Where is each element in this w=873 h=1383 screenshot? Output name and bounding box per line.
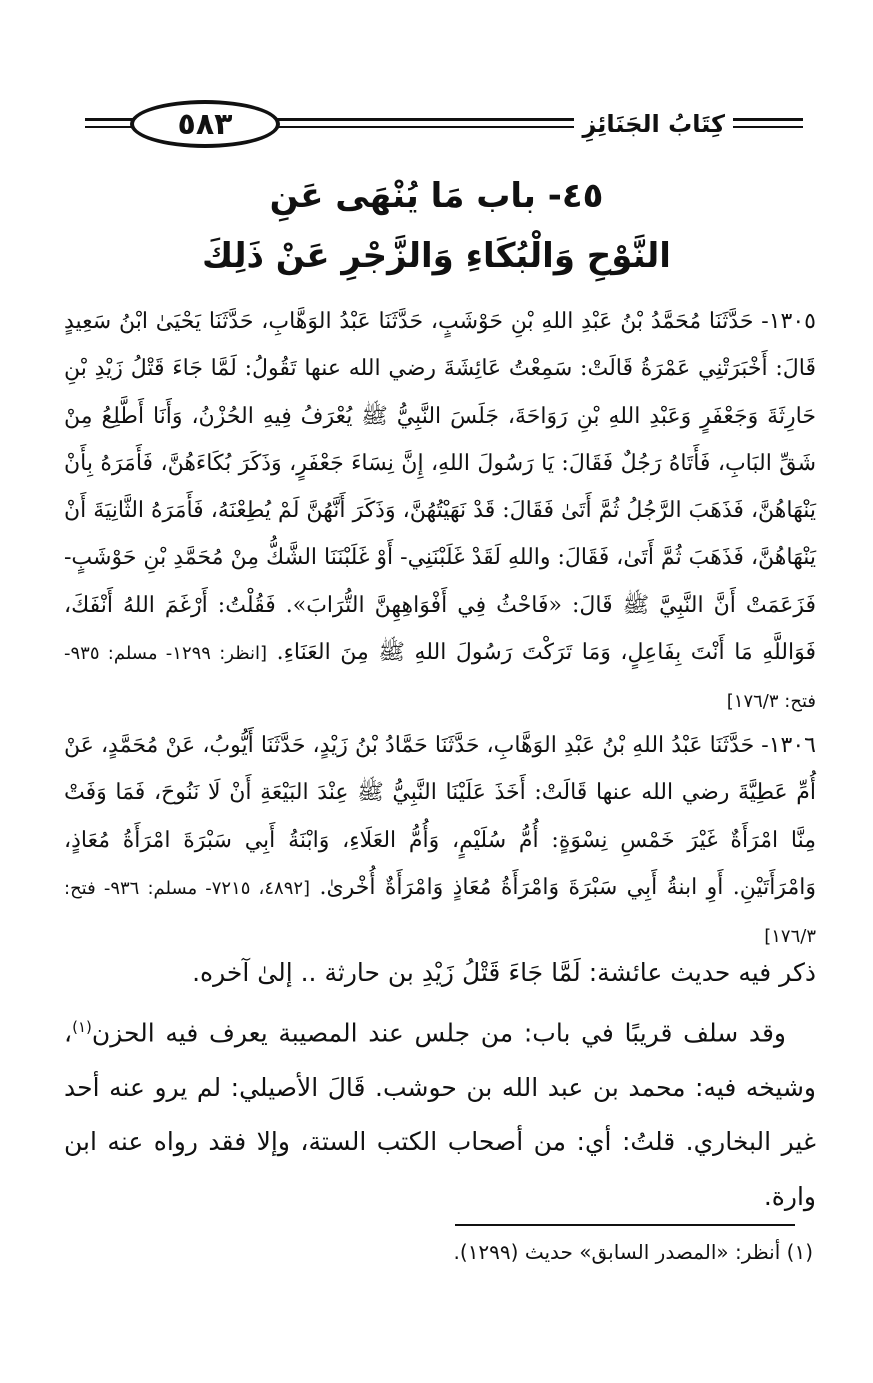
hadith-reference: [انظر: ١٢٩٩- مسلم: ٩٣٥- فتح: ١٧٦/٣] — [64, 643, 816, 713]
book-title: كِتَابُ الجَنَائِزِ — [574, 110, 733, 138]
page-header — [85, 92, 803, 162]
page-number: ٥٨٣ — [177, 106, 233, 142]
hadith-1305 — [64, 298, 816, 726]
hadith-text: ١٣٠٦- حَدَّثَنَا عَبْدُ اللهِ بْنُ عَبْدِ الوَهَّابِ، حَدَّثَنَا حَمَّادُ بْنُ زَيْدٍ، حَدَّثَنَا أَيُّوبُ، عَنْ مُحَمَّدٍ، عَنْ أُمِّ عَطِيَّةَ رضي الله عنها قَالَتْ: أَخَذَ عَلَيْنَا النَّبِيُّ ﷺ عِنْدَ البَيْعَةِ أَنْ لَا نَنُوحَ، فَمَا وَفَتْ مِنَّا امْرَأَةٌ غَيْرَ خَمْسِ نِسْوَةٍ: أُمُّ سُلَيْمٍ، وَأُمُّ العَلَاءِ، وَابْنَةُ أَبِي سَبْرَةَ امْرَأَةُ مُعَاذٍ، وَامْرَأَتَيْنِ. أَوِ ابنةُ أَبِي سَبْرَةَ وَامْرَأَةُ مُعَاذٍ وَامْرَأَةٌ أُخْرىٰ. — [64, 733, 817, 900]
commentary-text: وقد سلف قريبًا في باب: من جلس عند المصيبة يعرف فيه الحزن — [91, 1018, 786, 1048]
footnote: (١) أنظر: «المصدر السابق» حديث (١٢٩٩). — [453, 1240, 813, 1264]
hadith-reference: [٤٨٩٢، ٧٢١٥- مسلم: ٩٣٦- فتح: ١٧٦/٣] — [64, 877, 816, 948]
header-rule-left-top — [85, 118, 133, 121]
page-number-badge — [130, 100, 280, 148]
chapter-title-line2: النَّوْحِ وَالْبُكَاءِ وَالزَّجْرِ عَنْ ذَلِكَ — [202, 236, 671, 276]
footnote-divider — [455, 1224, 795, 1226]
commentary-paragraph-1: ذكر فيه حديث عائشة: لَمَّا جَاءَ قَتْلُ زَيْدِ بن حارثة .. إلىٰ آخره. — [192, 958, 816, 987]
commentary-paragraph-2 — [64, 1000, 816, 1224]
footnote-marker: (١) — [72, 1018, 92, 1036]
chapter-title-line1: ٤٥- باب مَا يُنْهَى عَنِ — [269, 176, 604, 216]
header-rule-left-bottom — [85, 126, 133, 128]
hadith-1306 — [64, 722, 816, 960]
hadith-text: ١٣٠٥- حَدَّثَنَا مُحَمَّدُ بْنُ عَبْدِ اللهِ بْنِ حَوْشَبٍ، حَدَّثَنَا عَبْدُ الوَهَّابِ، حَدَّثَنَا يَحْيَىٰ ابْنُ سَعِيدٍ قَالَ: أَخْبَرَتْنِي عَمْرَةُ قَالَتْ: سَمِعْتُ عَائِشَةَ رضي الله عنها تَقُولُ: لَمَّا جَاءَ قَتْلُ زَيْدِ بْنِ حَارِثَةَ وَجَعْفَرٍ وَعَبْدِ اللهِ بْنِ رَوَاحَةَ، جَلَسَ النَّبِيُّ ﷺ يُعْرَفُ فِيهِ الحُزْنُ، وَأَنَا أَطَّلِعُ مِنْ شَقِّ البَابِ، فَأَتَاهُ رَجُلٌ فَقَالَ: يَا رَسُولَ اللهِ، إِنَّ نِسَاءَ جَعْفَرٍ، وَذَكَرَ بُكَاءَهُنَّ، فَأَمَرَهُ بِأَنْ يَنْهَاهُنَّ، فَذَهَبَ الرَّجُلُ ثُمَّ أَتَىٰ فَقَالَ: قَدْ نَهَيْتُهُنَّ، وَذَكَرَ أَنَّهُنَّ لَمْ يُطِعْنَهُ، فَأَمَرَهُ الثَّانِيَةَ أَنْ يَنْهَاهُنَّ، فَذَهَبَ ثُمَّ أَتَىٰ، فَقَالَ: واللهِ لَقَدْ غَلَبْنَنِي- أَوْ غَلَبْنَنَا الشَّكُّ مِنْ مُحَمَّدِ بْنِ حَوْشَبٍ- فَزَعَمَتْ أَنَّ النَّبِيَّ ﷺ قَالَ: «فَاحْثُ فِي أَفْوَاهِهِنَّ التُّرَابَ». فَقُلْتُ: أَرْغَمَ اللهُ أَنْفَكَ، فَوَاللَّهِ مَا أَنْتَ بِفَاعِلٍ، وَمَا تَرَكْتَ رَسُولَ اللهِ ﷺ مِنَ العَنَاءِ. — [64, 309, 817, 666]
commentary-text-continued: ، وشيخه فيه: محمد بن عبد الله بن حوشب. قَالَ الأصيلي: لم يرو عنه أحد غير البخاري. قلتُ: أي: من أصحاب الكتب الستة، وإلا فقد رواه عنه ابن وارة. — [64, 1018, 816, 1211]
